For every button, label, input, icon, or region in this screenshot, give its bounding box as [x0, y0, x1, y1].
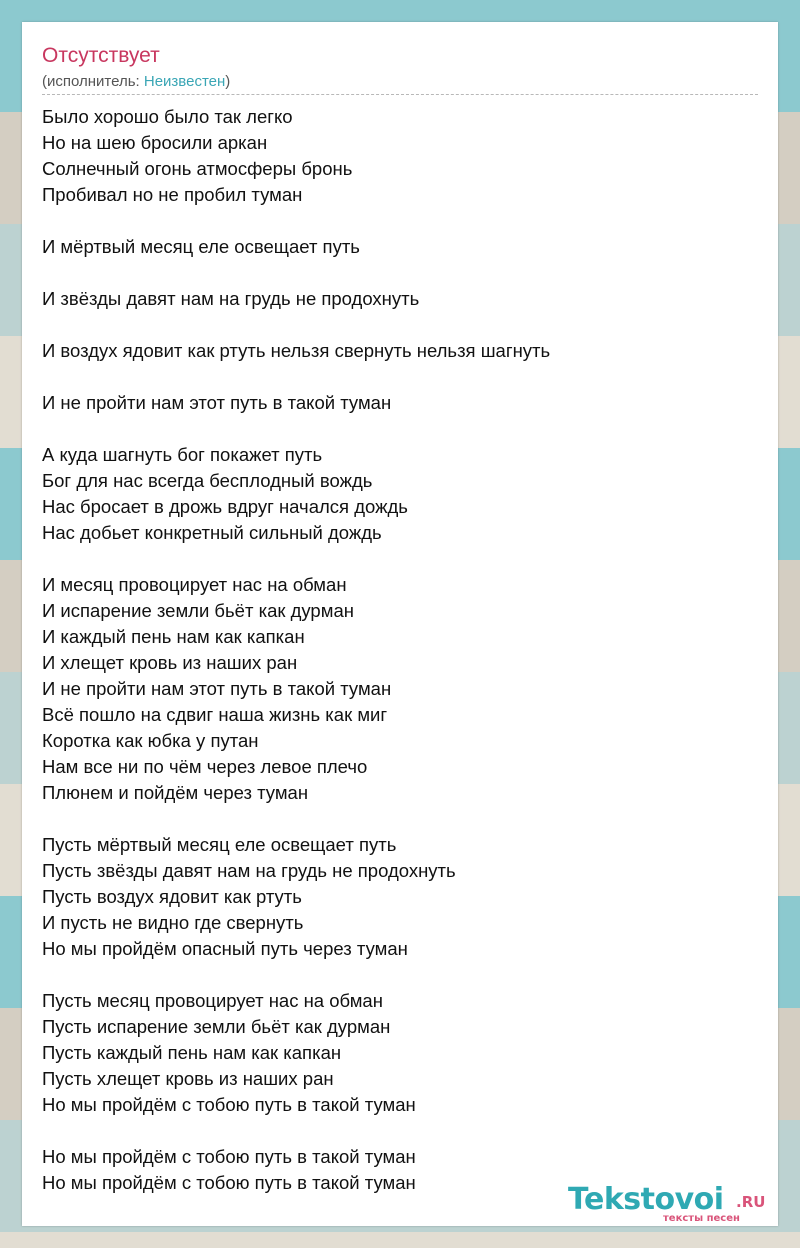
lyric-line: И испарение земли бьёт как дурман — [42, 600, 354, 621]
lyric-line: Пусть мёртвый месяц еле освещает путь — [42, 834, 397, 855]
stanza-break — [42, 312, 550, 338]
logo-name: Tekstovoi — [568, 1182, 724, 1217]
lyric-line: И мёртвый месяц еле освещает путь — [42, 236, 360, 257]
logo-tld: .RU — [736, 1193, 766, 1211]
stanza-break — [42, 546, 550, 572]
lyric-line: И каждый пень нам как капкан — [42, 626, 305, 647]
site-logo[interactable] — [568, 1182, 778, 1226]
lyric-line: Коротка как юбка у путан — [42, 730, 259, 751]
lyric-line: Пусть звёзды давят нам на грудь не продохнуть — [42, 860, 456, 881]
stanza-break — [42, 806, 550, 832]
lyric-line: Бог для нас всегда бесплодный вождь — [42, 470, 373, 491]
stanza-break — [42, 416, 550, 442]
lyric-line: И воздух ядовит как ртуть нельзя свернуть нельзя шагнуть — [42, 340, 551, 361]
lyric-line: Но на шею бросили аркан — [42, 132, 268, 153]
lyric-line: Пусть каждый пень нам как капкан — [42, 1042, 342, 1063]
lyric-line: Но мы пройдём с тобою путь в такой туман — [42, 1094, 416, 1115]
stanza-break — [42, 962, 550, 988]
lyric-line: Нас бросает в дрожь вдруг начался дождь — [42, 496, 408, 517]
lyric-line: Пусть хлещет кровь из наших ран — [42, 1068, 334, 1089]
lyric-line: Пусть воздух ядовит как ртуть — [42, 886, 302, 907]
lyric-line: Но мы пройдём с тобою путь в такой туман — [42, 1172, 416, 1193]
lyric-line: А куда шагнуть бог покажет путь — [42, 444, 323, 465]
logo-tagline: тексты песен — [663, 1213, 740, 1224]
lyrics-body — [42, 104, 550, 1196]
artist-line — [42, 72, 230, 92]
lyric-line: Нам все ни по чём через левое плечо — [42, 756, 368, 777]
lyrics-card — [22, 22, 778, 1226]
stanza-break — [42, 1118, 550, 1144]
lyric-line: Плюнем и пойдём через туман — [42, 782, 309, 803]
artist-link[interactable]: Неизвестен — [143, 73, 226, 90]
lyric-line: Было хорошо было так легко — [42, 106, 293, 127]
stanza-break — [42, 208, 550, 234]
lyric-line: И не пройти нам этот путь в такой туман — [42, 392, 392, 413]
lyric-line: И звёзды давят нам на грудь не продохнуть — [42, 288, 420, 309]
artist-prefix: (исполнитель: — [42, 73, 144, 90]
lyric-line: Но мы пройдём опасный путь через туман — [42, 938, 408, 959]
lyric-line: Нас добьет конкретный сильный дождь — [42, 522, 382, 543]
lyric-line: Пробивал но не пробил туман — [42, 184, 303, 205]
lyric-line: Всё пошло на сдвиг наша жизнь как миг — [42, 704, 388, 725]
artist-suffix: ) — [225, 73, 231, 90]
lyric-line: Но мы пройдём с тобою путь в такой туман — [42, 1146, 416, 1167]
title-divider — [42, 94, 758, 95]
lyric-line: И месяц провоцирует нас на обман — [42, 574, 347, 595]
lyric-line: И не пройти нам этот путь в такой туман — [42, 678, 392, 699]
lyric-line: И пусть не видно где свернуть — [42, 912, 304, 933]
stanza-break — [42, 260, 550, 286]
lyric-line: Солнечный огонь атмосферы бронь — [42, 158, 353, 179]
stanza-break — [42, 364, 550, 390]
lyric-line: Пусть месяц провоцирует нас на обман — [42, 990, 383, 1011]
song-title: Отсутствует — [42, 44, 160, 67]
lyric-line: Пусть испарение земли бьёт как дурман — [42, 1016, 391, 1037]
lyric-line: И хлещет кровь из наших ран — [42, 652, 298, 673]
